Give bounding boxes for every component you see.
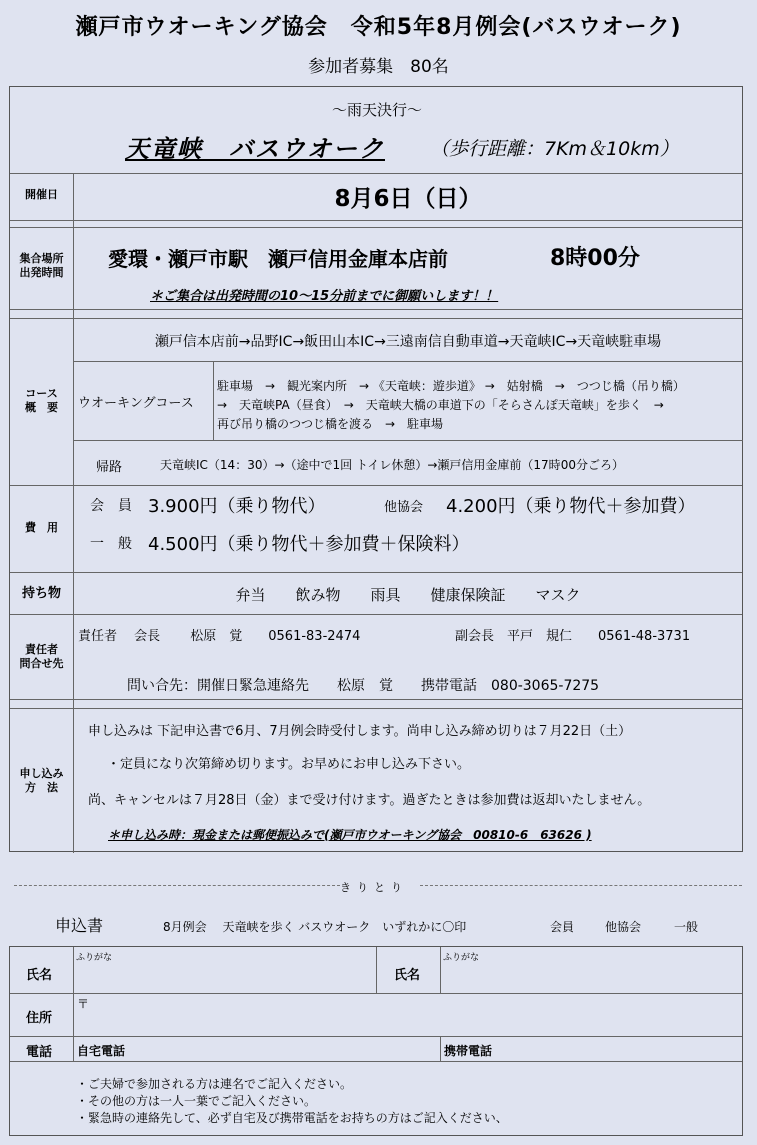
cut-line-left xyxy=(14,885,340,886)
furigana-label-1: ふりがな xyxy=(76,953,113,963)
walking-route-line-3: 再び吊り橋のつつじ橋を渡る → 駐車場 xyxy=(217,417,444,431)
meeting-label: 集合場所 出発時間 xyxy=(19,252,64,279)
option-member[interactable]: 会員 xyxy=(550,920,575,934)
address-field[interactable] xyxy=(74,994,742,1035)
page-subtitle: 参加者募集 80名 xyxy=(308,57,449,77)
cut-line-label: きりとり xyxy=(340,881,408,894)
other-fee-label: 他協会 xyxy=(384,500,424,515)
walking-route-line-1: 駐車場 → 観光案内所 → 《天竜峡：遊歩道》 → 姑射橋 → つつじ橋（吊り橋） xyxy=(217,379,685,393)
event-name: 天竜峡 バスウオーク xyxy=(125,135,385,163)
furigana-label-2: ふりがな xyxy=(443,953,480,963)
form-note-3: ・緊急時の連絡先して、必ず自宅及び携帯電話をお持ちの方はご記入ください、 xyxy=(76,1111,508,1125)
payment-note: ＊申し込み時：現金または郵便振込みで(瀬戸市ウオーキング協会 00810-6 63626 ) xyxy=(108,828,592,842)
postal-mark: 〒 xyxy=(77,997,90,1011)
application-label: 申し込み 方 法 xyxy=(19,767,64,794)
application-form xyxy=(9,946,743,1136)
form-note-2: ・その他の方は一人一葉でご記入ください。 xyxy=(76,1094,317,1108)
items-label: 持ち物 xyxy=(21,586,61,601)
walking-course-label: ウオーキングコース xyxy=(78,396,194,411)
home-phone-field[interactable]: 自宅電話 xyxy=(77,1044,126,1058)
bus-route: 瀬戸信本店前→品野IC→飯田山本IC→三遠南信自動車道→天竜峡IC→天竜峡駐車場 xyxy=(154,334,662,350)
option-general[interactable]: 一般 xyxy=(674,920,699,934)
event-date: 8月6日（日） xyxy=(334,186,482,212)
name-label-1: 氏名 xyxy=(26,968,53,983)
event-info-table xyxy=(9,86,743,852)
application-line-1: 申し込みは 下記申込書で6月、7月例会時受付します。尚申し込み締め切りは７月22日（土） xyxy=(88,724,632,739)
application-line-3: 尚、キャンセルは７月28日（金）まで受け付けます。過ぎたときは参加費は返却いたしません。 xyxy=(88,793,651,808)
application-line-2: ・定員になり次第締め切ります。お早めにお申し込み下さい。 xyxy=(107,757,470,772)
rain-note: ～雨天決行～ xyxy=(331,101,422,119)
name-field-1[interactable] xyxy=(74,961,375,992)
address-label: 住所 xyxy=(26,1011,53,1026)
course-label: コース 概 要 xyxy=(25,387,58,414)
date-label: 開催日 xyxy=(25,188,58,201)
option-other-association[interactable]: 他協会 xyxy=(605,920,642,934)
meeting-place: 愛環・瀬戸市駅 瀬戸信用金庫本店前 xyxy=(108,247,448,271)
mobile-phone-field[interactable]: 携帯電話 xyxy=(444,1044,493,1058)
walking-distance: （歩行距離：7Km＆10km） xyxy=(430,138,679,160)
member-fee: 3.900円（乗り物代） xyxy=(148,496,326,517)
return-route: 天竜峡IC（14：30）→（途中で1回 トイレ休憩）→瀬戸信用金庫前（17時00分ごろ） xyxy=(160,458,624,472)
items-list: 弁当 飲み物 雨具 健康保険証 マスク xyxy=(235,586,581,604)
member-fee-label: 会 員 xyxy=(90,498,132,514)
meeting-note: ＊ご集合は出発時間の10～15分前までに御願いします！！ xyxy=(150,289,499,304)
name-field-2[interactable] xyxy=(441,961,741,992)
fee-label: 費 用 xyxy=(25,521,58,534)
form-event-line: 8月例会 天竜峡を歩く バスウオーク いずれかに〇印 xyxy=(163,920,467,934)
cut-line-right xyxy=(420,885,742,886)
contact-leader: 責任者 会長 松原 覚 0561-83-2474 xyxy=(78,629,361,644)
general-fee-label: 一 般 xyxy=(90,536,132,552)
other-fee: 4.200円（乗り物代＋参加費） xyxy=(446,496,696,517)
form-note-1: ・ご夫婦で参加される方は連名でご記入ください。 xyxy=(76,1077,353,1091)
name-label-2: 氏名 xyxy=(394,968,421,983)
contact-vice: 副会長 平戸 規仁 0561-48-3731 xyxy=(455,629,691,644)
contact-label: 責任者 問合せ先 xyxy=(19,643,64,670)
form-heading: 申込書 xyxy=(55,916,104,935)
general-fee: 4.500円（乗り物代＋参加費＋保険料） xyxy=(148,534,470,555)
return-label: 帰路 xyxy=(96,460,123,475)
page-title: 瀬戸市ウオーキング協会 令和5年8月例会(バスウオーク) xyxy=(75,15,682,40)
phone-label: 電話 xyxy=(26,1045,53,1060)
emergency-contact: 問い合先：開催日緊急連絡先 松原 覚 携帯電話 080-3065-7275 xyxy=(127,678,600,694)
walking-route-line-2: → 天竜峡PA（昼食） → 天竜峡大橋の車道下の「そらさんぽ天竜峡」を歩く → xyxy=(217,398,664,412)
departure-time: 8時00分 xyxy=(550,246,640,271)
